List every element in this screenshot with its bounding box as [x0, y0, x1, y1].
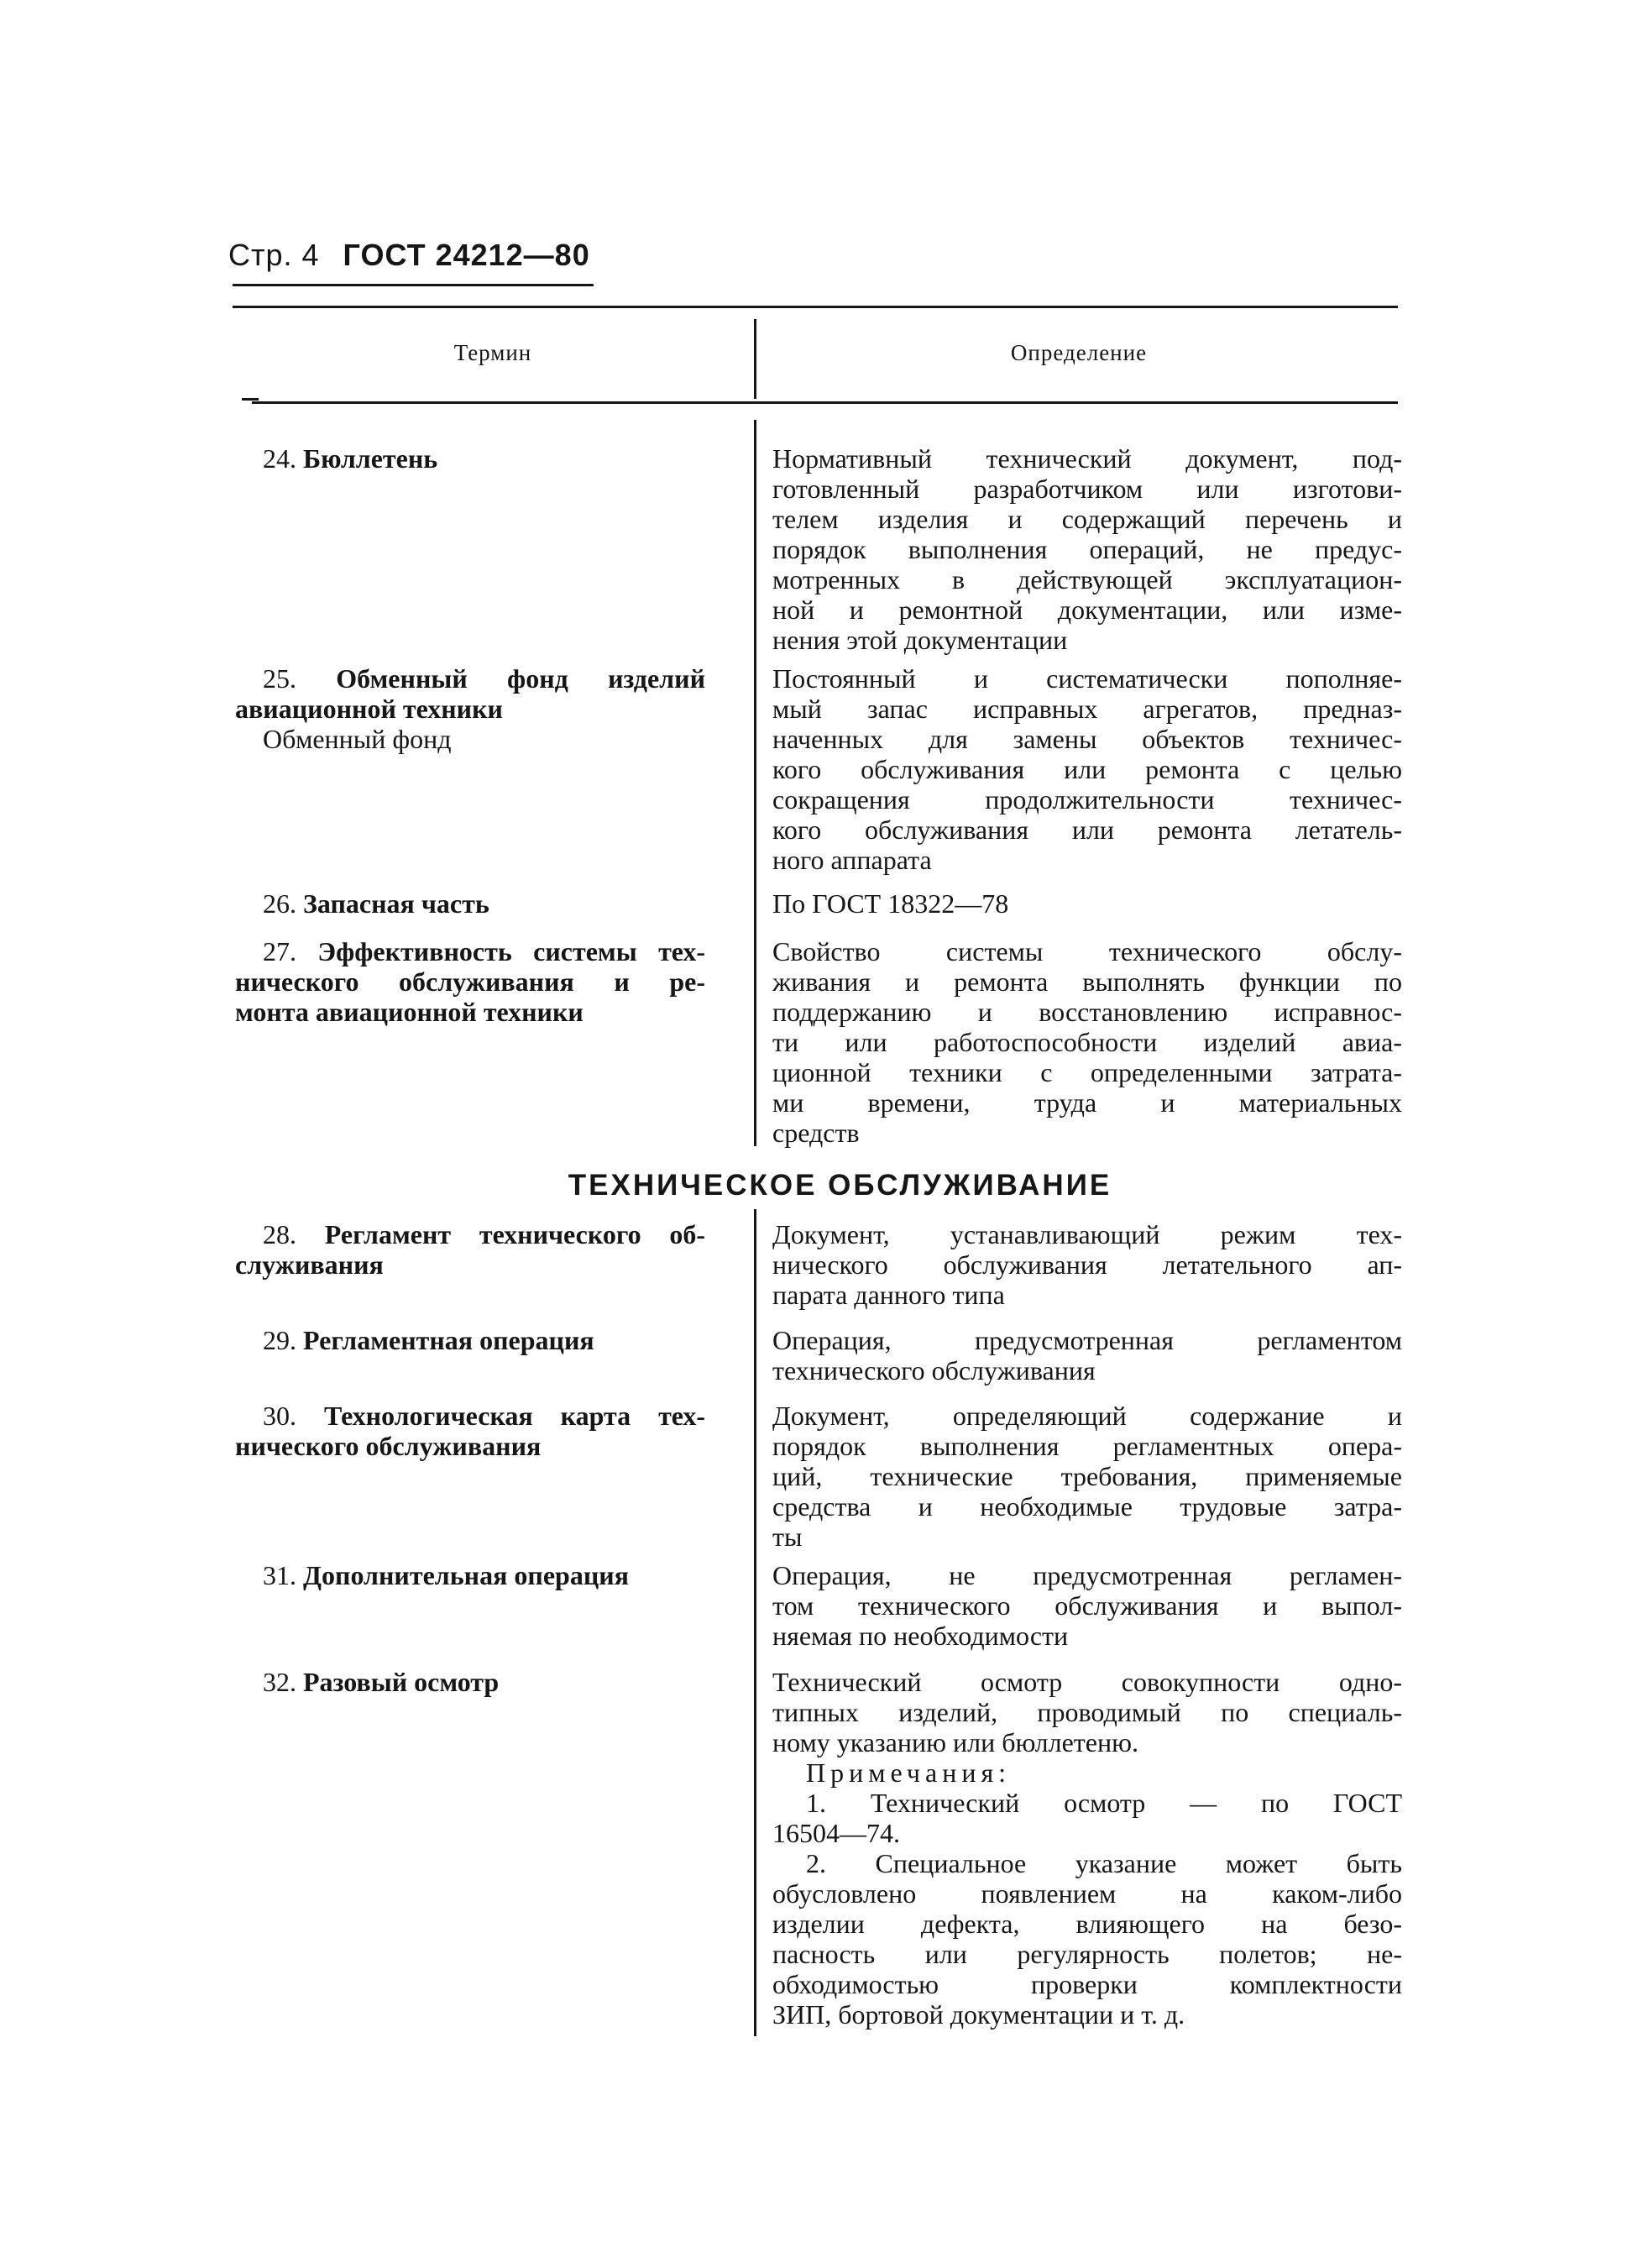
synonym-25: Обменный фонд [263, 724, 452, 754]
definition-30: Документ, определяющий содержание и порядок выполнения регламентных опера- ций, технические требования, применяемые средства и необходимые трудовые затра- ты [772, 1401, 1402, 1552]
header-rule-top-left-thick [233, 284, 594, 286]
note-line: 16504—74. [772, 1818, 900, 1848]
column-header-definition: Определение [1010, 340, 1148, 365]
column-divider-head [754, 319, 756, 399]
definition-26: По ГОСТ 18322—78 [772, 888, 1009, 919]
term-28: 28. Регламент технического об- служивания [235, 1219, 705, 1280]
definition-24: Нормативный технический документ, под- готовленный разработчиком или изготови- телем изделия и содержащий перечень и порядок выполнения операций, не предус- мотренных в действующей эксплуатацион- ной и ремонтной документации, или изме- нения этой документации [772, 443, 1402, 655]
term-31: 31. Дополнительная операция [263, 1560, 630, 1590]
note-line: изделии дефекта, влияющего на безо- [772, 1909, 1402, 1939]
standard-code: ГОСТ 24212—80 [343, 238, 590, 272]
note-line: ЗИП, бортовой документации и т. д. [772, 1999, 1185, 2030]
term-30: 30. Технологическая карта тех- нического обслуживания [235, 1401, 706, 1461]
definition-29: Операция, предусмотренная регламентом технического обслуживания [772, 1325, 1402, 1385]
header-rule-bottom-curve [242, 398, 259, 401]
definition-31: Операция, не предусмотренная регламен- том технического обслуживания и выпол- няемая по необходимости [772, 1560, 1402, 1651]
header-rule-bottom [252, 401, 1398, 404]
page-header [228, 238, 590, 273]
term-29: 29. Регламентная операция [263, 1325, 594, 1355]
column-divider-lower [754, 1209, 756, 2036]
notes-title: Примечания: [806, 1757, 1012, 1788]
term-26: 26. Запасная часть [263, 888, 489, 919]
definition-28: Документ, устанавливающий режим тех- нического обслуживания летательного ап- парата данного типа [772, 1219, 1402, 1310]
term-27: 27. Эффективность системы тех- нического обслуживания и ре- монта авиационной техники [235, 936, 705, 1027]
header-rule-top [233, 306, 1398, 308]
page-number: Стр. 4 [228, 238, 320, 272]
term-32: 32. Разовый осмотр [263, 1667, 500, 1697]
definition-25: Постоянный и систематически пополняе- мый запас исправных агрегатов, предназ- наченных для замены объектов техничес- кого обслуживания или ремонта с целью сокращения продолжительности техничес- кого обслуживания или ремонта летатель- ного аппарата [772, 663, 1402, 875]
note-line: 2. Специальное указание может быть [806, 1848, 1402, 1878]
column-divider-upper [754, 420, 756, 1146]
definition-27: Свойство системы технического обслу- живания и ремонта выполнять функции по поддержанию и восстановлению исправнос- ти или работоспособности изделий авиа- ционной техники с определенными затрата- ми времени, труда и материальных средств [772, 936, 1402, 1148]
column-header-term: Термин [453, 340, 532, 365]
section-title: ТЕХНИЧЕСКОЕ ОБСЛУЖИВАНИЕ [568, 1169, 1112, 1202]
term-24: 24. Бюллетень [263, 443, 438, 474]
note-line: 1. Технический осмотр — по ГОСТ [806, 1788, 1402, 1818]
definition-32: Технический осмотр совокупности одно- типных изделий, проводимый по специаль- ному указанию или бюллетеню. Примечания: 1. Технический осмотр — по ГОСТ 16504—74. 2. Специальное указание может быть обусловлено появлением на каком-либо изделии дефекта, влияющего на безо- пасность или регулярность полетов; не- обходимостью проверки комплектности ЗИП, бортовой документации и т. д. [772, 1667, 1402, 2030]
term-25: 25. Обменный фонд изделий авиационной техники Обменный фонд [235, 663, 705, 754]
note-line: обходимостью проверки комплектности [772, 1969, 1402, 1999]
note-line: обусловлено появлением на каком-либо [772, 1878, 1402, 1909]
note-line: пасность или регулярность полетов; не- [772, 1939, 1402, 1969]
